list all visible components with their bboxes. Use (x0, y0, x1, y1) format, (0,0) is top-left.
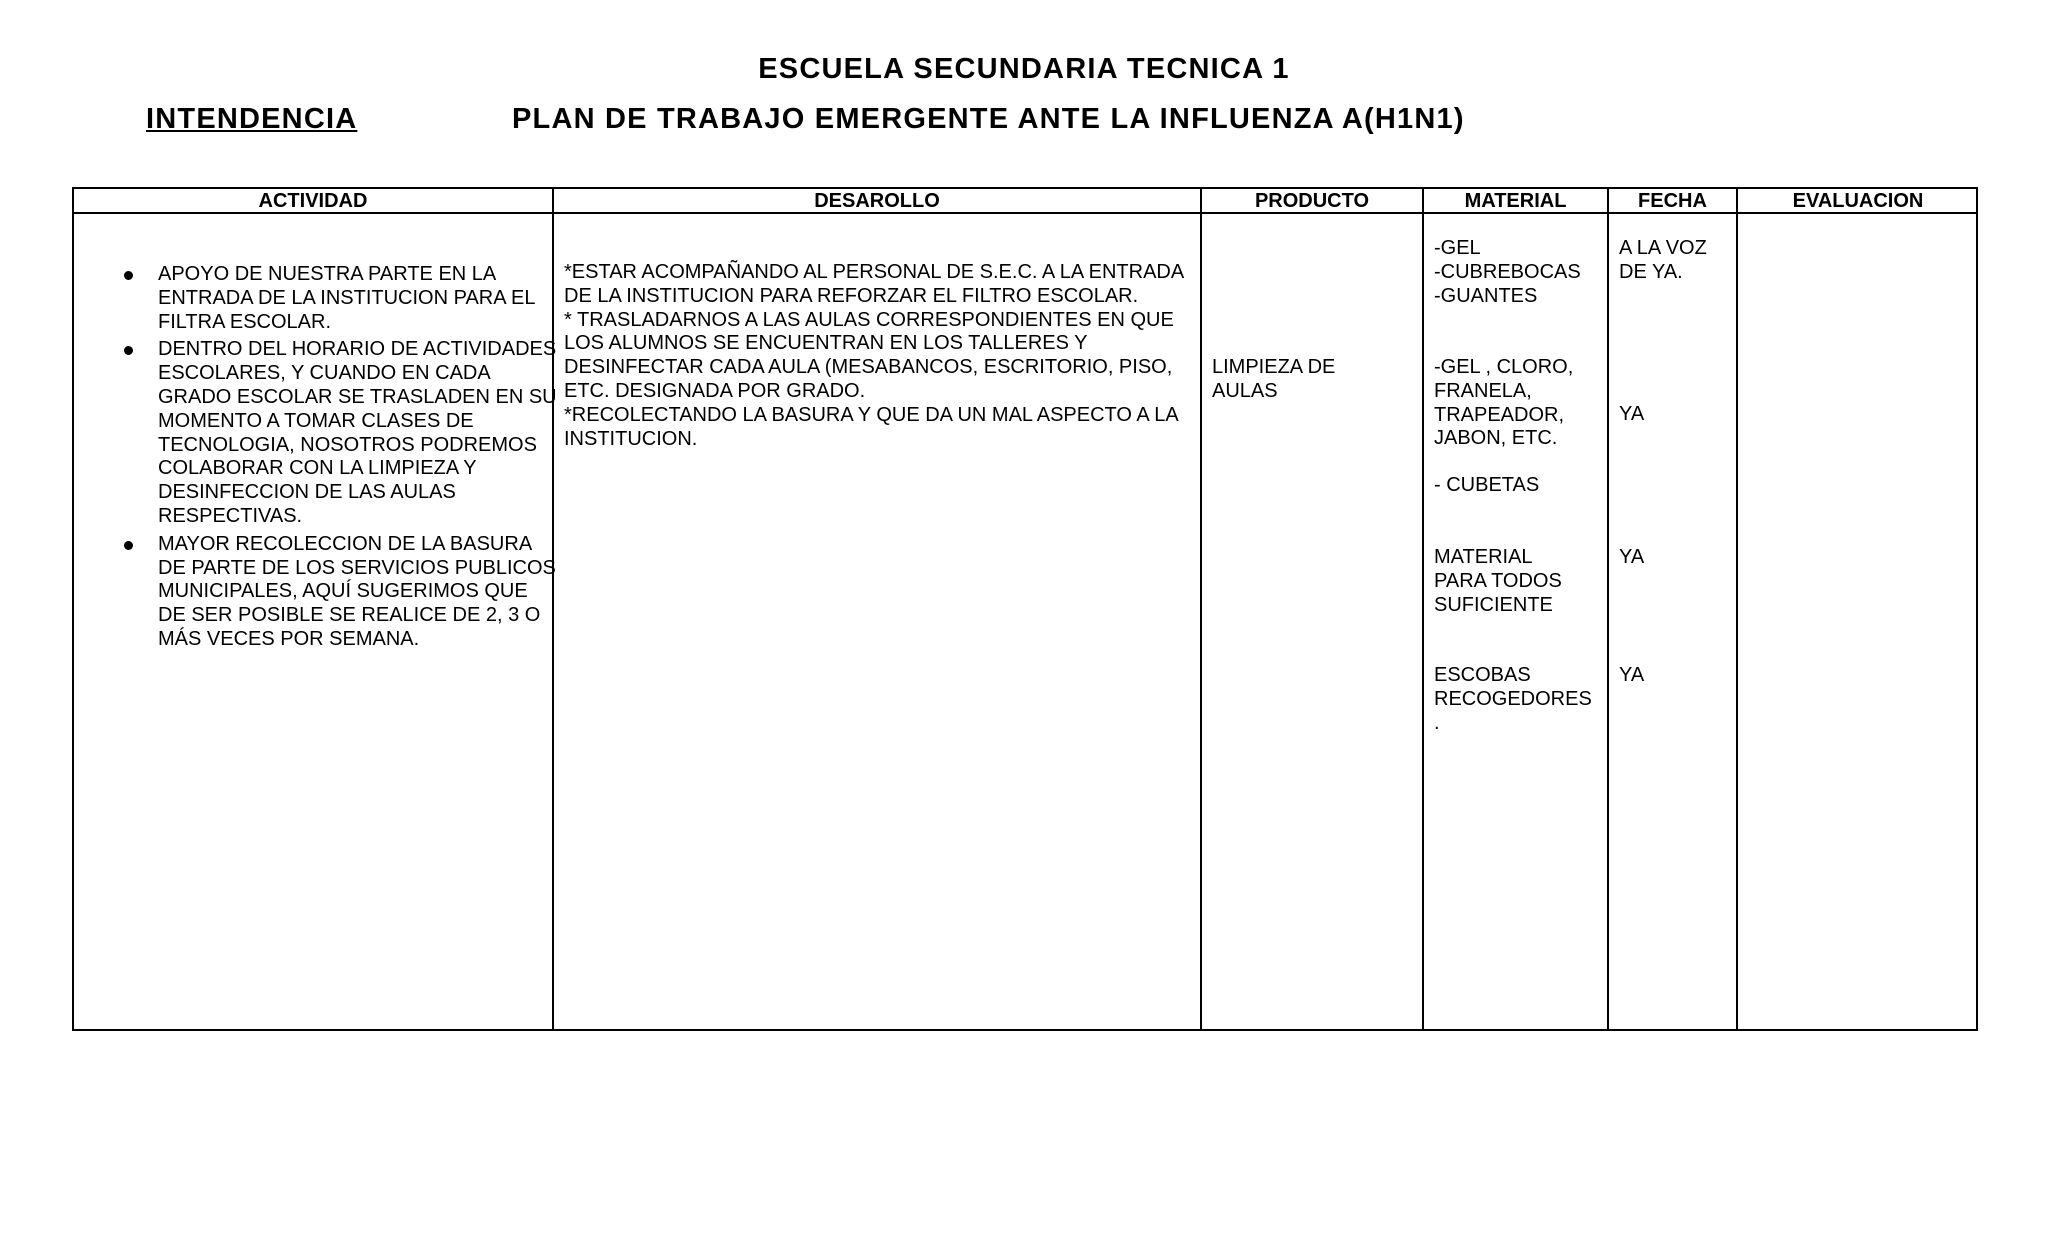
material-item: ESCOBAS RECOGEDORES . (1434, 664, 1592, 734)
column-header-material: MATERIAL (1464, 190, 1567, 212)
school-title: ESCUELA SECUNDARIA TECNICA 1 (758, 53, 1290, 85)
actividad-item: DENTRO DEL HORARIO DE ACTIVIDADES ESCOLARES, Y CUANDO EN CADA GRADO ESCOLAR SE TRASLADEN EN SU MOMENTO A TOMAR CLASES DE TECNOLOGIA, NOSOTROS PODREMOS COLABORAR CON LA LIMPIEZA Y DESINFECCION DE LAS AULAS RESPECTIVAS. (158, 338, 557, 527)
actividad-item: APOYO DE NUESTRA PARTE EN LA ENTRADA DE LA INSTITUCION PARA EL FILTRA ESCOLAR. (158, 263, 558, 334)
material-item: -GEL , CLORO, FRANELA, TRAPEADOR, JABON, ETC. (1434, 356, 1574, 450)
actividad-list (158, 263, 558, 656)
work-plan-table (72, 187, 1978, 1031)
material-item: -GEL -CUBREBOCAS -GUANTES (1434, 237, 1581, 307)
column-header-actividad: ACTIVIDAD (258, 190, 368, 212)
fecha-item: YA (1619, 403, 1645, 425)
department-label: INTENDENCIA (146, 103, 358, 135)
plan-title: PLAN DE TRABAJO EMERGENTE ANTE LA INFLUENZA A(H1N1) (512, 103, 1465, 135)
material-item: - CUBETAS (1434, 474, 1540, 496)
actividad-item: MAYOR RECOLECCION DE LA BASURA DE PARTE DE LOS SERVICIOS PUBLICOS MUNICIPALES, AQUÍ SUGERIMOS QUE DE SER POSIBLE SE REALICE DE 2, 3 O MÁS VECES POR SEMANA. (158, 533, 558, 652)
producto-text: LIMPIEZA DE AULAS (1212, 356, 1336, 402)
header-divider (74, 212, 1976, 214)
fecha-item: YA (1619, 546, 1645, 568)
column-divider (1736, 189, 1738, 1029)
column-header-fecha: FECHA (1638, 190, 1707, 212)
column-header-evaluacion: EVALUACION (1792, 190, 1924, 212)
column-header-producto: PRODUCTO (1254, 190, 1370, 212)
fecha-item: YA (1619, 664, 1645, 686)
column-divider (1200, 189, 1202, 1029)
column-divider (1607, 189, 1609, 1029)
column-header-desarollo: DESAROLLO (814, 190, 940, 212)
column-divider (1422, 189, 1424, 1029)
material-item: MATERIAL PARA TODOS SUFICIENTE (1434, 546, 1562, 616)
desarollo-text: *ESTAR ACOMPAÑANDO AL PERSONAL DE S.E.C. A LA ENTRADA DE LA INSTITUCION PARA REFORZAR EL FILTRO ESCOLAR. * TRASLADARNOS A LAS AULAS CORRESPONDIENTES EN QUE LOS ALUMNOS SE ENCUENTRAN EN LOS TALLERES Y DESINFECTAR CADA AULA (MESABANCOS, ESCRITORIO, PISO, ETC. DESIGNADA POR GRADO. *RECOLECTANDO LA BASURA Y QUE DA UN MAL ASPECTO A LA INSTITUCION. (564, 261, 1184, 450)
fecha-item: A LA VOZ DE YA. (1619, 237, 1707, 283)
